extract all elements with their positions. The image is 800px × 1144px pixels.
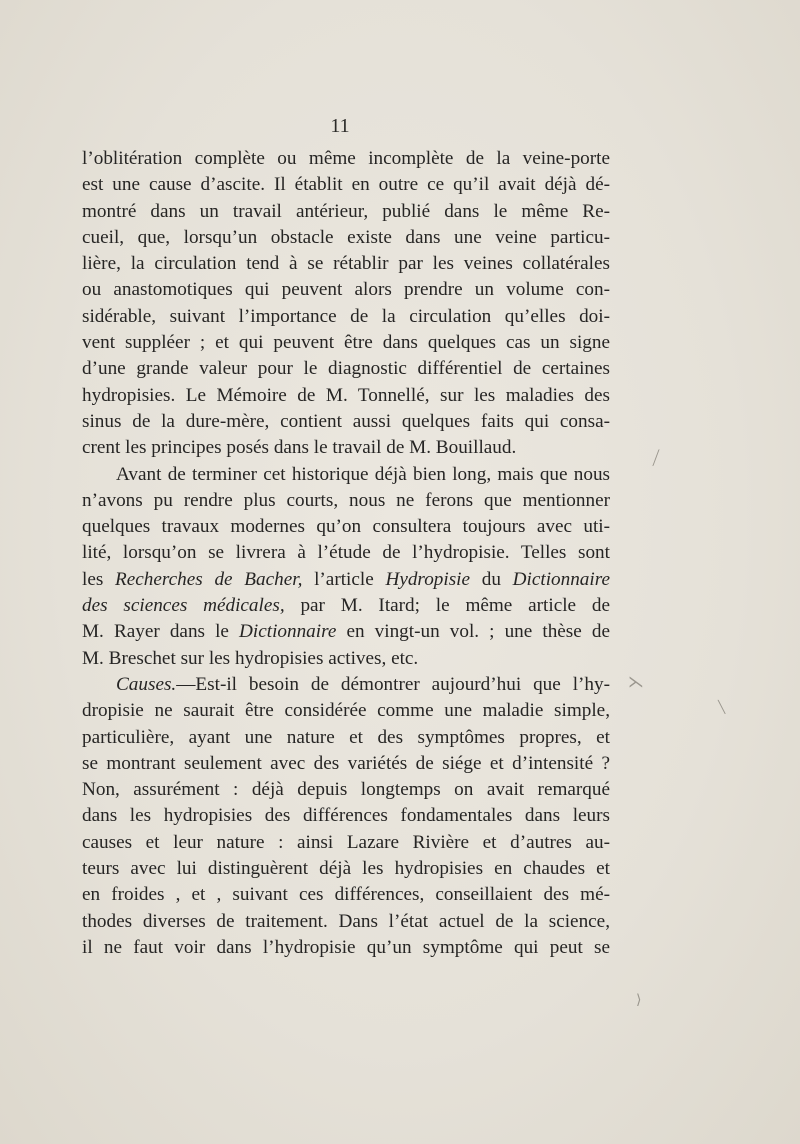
text-run: sidérable, suivant l’importance de la circulation qu’elles doi- (82, 305, 610, 327)
text-line (82, 619, 610, 645)
text-run: se montrant seulement avec des variétés de siége et d’intensité ? (82, 752, 610, 774)
italic-text: Dictionnaire (512, 568, 610, 590)
text-line (82, 593, 610, 619)
margin-pencil-mark: ⟩ (636, 992, 642, 1008)
text-line (82, 935, 610, 961)
italic-text: des sciences médicales, (82, 595, 285, 617)
text-run: causes et leur nature : ainsi Lazare Rivière et d’autres au- (82, 831, 610, 853)
text-run: dropisie ne saurait être considérée comme une maladie simple, (82, 700, 610, 722)
text-line (82, 304, 610, 330)
text-run: hydropisies. Le Mémoire de M. Tonnellé, sur les maladies des (82, 384, 610, 406)
body-text (82, 146, 610, 961)
text-run: l’oblitération complète ou même incomplète de la veine-porte (82, 148, 610, 169)
text-run: en froides , et , suivant ces différences, conseillaient des mé- (82, 884, 610, 906)
italic-text: Recherches de Bacher, (115, 568, 303, 590)
text-run: thodes diverses de traitement. Dans l’état actuel de la science, (82, 910, 610, 932)
text-run: teurs avec lui distinguèrent déjà les hydropisies en chaudes et (82, 858, 610, 880)
text-run: est une cause d’ascite. Il établit en outre ce qu’il avait déjà dé- (82, 174, 610, 196)
text-run: d’une grande valeur pour le diagnostic différentiel de certaines (82, 358, 610, 380)
text-line (82, 488, 610, 514)
text-run: Avant de terminer cet historique déjà bien long, mais que nous (116, 463, 610, 485)
text-line (82, 856, 610, 882)
text-run: crent les principes posés dans le travail de M. Bouillaud. (82, 437, 517, 459)
text-run: en vingt-un vol. ; une thèse de (336, 621, 610, 643)
text-line (82, 830, 610, 856)
text-line (82, 540, 610, 566)
italic-text: Hydropisie (385, 568, 471, 590)
text-run: du (470, 568, 513, 590)
text-line (82, 172, 610, 198)
text-line (82, 462, 610, 488)
text-run: particulière, ayant une nature et des symptômes propres, et (82, 726, 610, 748)
text-line (82, 330, 610, 356)
text-line (82, 383, 610, 409)
text-run: M. Rayer dans le (82, 621, 240, 643)
text-run: sinus de la dure-mère, contient aussi quelques faits qui consa- (82, 410, 610, 432)
text-run: dans les hydropisies des différences fondamentales dans leurs (82, 805, 610, 827)
italic-text: Causes. (116, 673, 177, 695)
text-line (82, 777, 610, 803)
text-line (82, 356, 610, 382)
text-line (82, 277, 610, 303)
text-line (82, 882, 610, 908)
text-run: ou anastomotiques qui peuvent alors prendre un volume con- (82, 279, 610, 301)
text-line (82, 698, 610, 724)
text-line (82, 751, 610, 777)
text-line (82, 672, 610, 698)
margin-pencil-mark: ╲ (718, 700, 726, 714)
text-run: l’article (302, 568, 386, 590)
text-line (82, 146, 610, 172)
text-run: M. Breschet sur les hydropisies actives, etc. (82, 647, 419, 669)
text-run: cueil, que, lorsqu’un obstacle existe dans une veine particu- (82, 226, 610, 248)
text-line (82, 909, 610, 935)
text-run: lière, la circulation tend à se rétablir par les veines collatérales (82, 253, 610, 275)
text-run: n’avons pu rendre plus courts, nous ne ferons que mentionner (82, 489, 610, 511)
text-run: lité, lorsqu’on se livrera à l’étude de l’hydropisie. Telles sont (82, 542, 610, 564)
text-line (82, 225, 610, 251)
text-run: —Est-il besoin de démontrer aujourd’hui que l’hy- (176, 673, 610, 695)
text-run: les (82, 568, 116, 590)
text-line (82, 251, 610, 277)
page-number: 11 (330, 115, 350, 137)
italic-text: Dictionnaire (239, 621, 337, 643)
text-line (82, 514, 610, 540)
text-line (82, 435, 610, 461)
text-run: vent suppléer ; et qui peuvent être dans quelques cas un signe (82, 332, 610, 354)
text-line (82, 409, 610, 435)
text-line (82, 567, 610, 593)
text-line (82, 199, 610, 225)
text-run: par M. Itard; le même article de (284, 595, 610, 617)
margin-pencil-mark: ⟋ (646, 446, 666, 471)
text-run: quelques travaux modernes qu’on consultera toujours avec uti- (82, 516, 610, 538)
text-run: montré dans un travail antérieur, publié dans le même Re- (82, 200, 610, 222)
margin-pencil-mark: ⋋ (628, 672, 644, 691)
text-run: Non, assurément : déjà depuis longtemps on avait remarqué (82, 779, 610, 801)
text-run: il ne faut voir dans l’hydropisie qu’un symptôme qui peut se (82, 936, 610, 958)
text-line (82, 646, 610, 672)
text-line (82, 725, 610, 751)
text-line (82, 803, 610, 829)
